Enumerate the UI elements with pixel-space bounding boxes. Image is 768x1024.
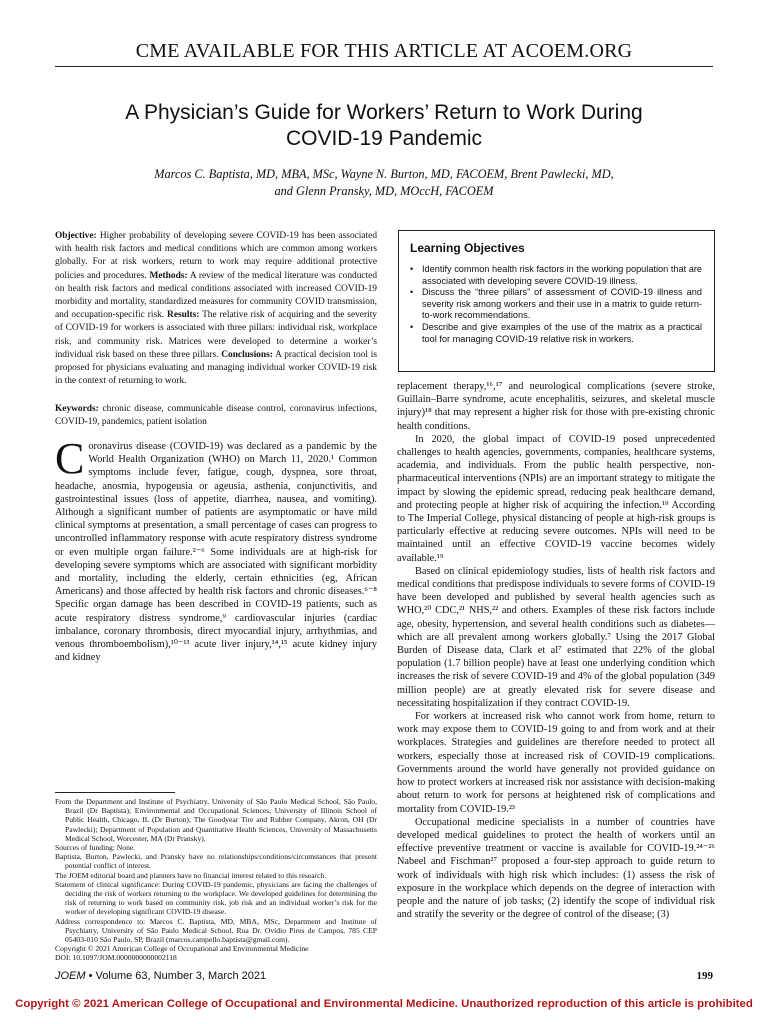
footnote-correspondence: Address correspondence to: Marcos C. Baptista, MD, MBA, MSc, Department and Institute of Psychiatry, University of São Paulo Medical School, Rua Dr. Ovídio Pires de Campos, 785 CEP 05403-010 São Paulo, SP, Brazil (marcos.campello.baptista@gmail.com). [55,916,377,945]
bullet-icon: • [410,321,414,332]
objective-item-1: Identify common health risk factors in the working population that are associated with developing severe COVID-19 illness. [422,264,702,286]
drop-cap: C [55,434,85,483]
footnote-funding: Sources of funding: None. [55,843,136,853]
learning-objectives-title: Learning Objectives [410,241,525,255]
methods-text: A review of the medical literature was conducted on health risk factors and medical conditions associated with increased COVID-19 morbidity and mortality, standardized measures for community COVID transmission, and occupation-specific risk. [55,270,378,321]
footnote-editorial: The JOEM editorial board and planners have no financial interest related to this research. [55,870,327,880]
paragraph-risk-factors: Based on clinical epidemiology studies, lists of health risk factors and medical conditions that predispose individuals to severe forms of COVID-19 have been developed and published by several health agencies such as WHO,²⁰ CDC,²¹ NHS,²² and others. Examples of these risk factors include age, obesity, hypertension, and several health conditions such as diabetes—which are all prevalent among workers globally.⁷ Using the 2017 Global Burden of Disease data, Clark et al⁷ estimated that 22% of the global population (1.7 billion people) have at least one underlying condition which increases the risk of severe COVID-19 and 4% of the global population (349 million people) are at greatly elevated risk for severe disease and necessitating hospitalization if they contract COVID-19. [397,565,715,709]
paragraph-workers-risk: For workers at increased risk who cannot work from home, return to work may expose them to COVID-19 going to and from work and at their workplaces. Strategies and guidelines are therefore needed to protect all workers, especially those at increased risk of COVID-19 complications. Governments around the world have generally not provided guidance on how to protect workers at increased risk nor assistance with decision-making about return to work for persons at heightened risk of complications and mortality from COVID-19.²³ [397,711,715,815]
header-rule [55,66,713,67]
cme-banner: CME AVAILABLE FOR THIS ARTICLE AT ACOEM.ORG [135,40,633,62]
list-item [410,287,702,322]
conclusions-label: Conclusions: [221,349,273,360]
journal-name: JOEM [55,970,86,982]
learning-objectives-list [410,264,702,345]
list-item [410,322,702,345]
keywords [55,403,377,429]
intro-paragraph [55,434,377,664]
results-label: Results: [167,310,200,321]
page-number: 199 [696,970,713,982]
title-line-2: COVID-19 Pandemic [285,127,483,150]
footnote-copyright: Copyright © 2021 American College of Occupational and Environmental Medicine [55,944,309,954]
copyright-notice: Copyright © 2021 American College of Occupational and Environmental Medicine. Unauthorized reproduction of this article is prohibited [15,998,753,1010]
methods-label: Methods: [149,270,188,281]
footnote-significance: Statement of clinical significance: During COVID-19 pandemic, physicians are facing the challenges of deciding the risk of workers returning to the workplace. We developed guidelines for determining the risk of returning to work based on community risk, job risk and an individual worker’s risk for the worker of developing significant COVID-19 disease. [55,879,377,917]
authors-line-1: Marcos C. Baptista, MD, MBA, MSc, Wayne N. Burton, MD, FACOEM, Brent Pawlecki, MD, [154,167,614,181]
bullet-icon: • [410,264,414,274]
objective-item-2: Discuss the “three pillars” of assessment of COVID-19 illness and severity risk among workers and their use in a matrix to guide return-to-work recommendations. [422,287,702,321]
journal-issue: • Volume 63, Number 3, March 2021 [88,970,267,982]
bullet-icon: • [410,287,414,298]
journal-footer [55,970,266,982]
results-text: The relative risk of acquiring and the severity of COVID-19 for workers is associated with three pillars: individual risk, workplace risk, and community risk. Matrices were developed to determine a worker’s individual risk based on these three pillars. [55,310,377,360]
footnote-rule [55,792,175,793]
authors-line-2: and Glenn Pransky, MD, MOccH, FACOEM [274,184,494,198]
conclusions-text: A practical decision tool is proposed for physicians evaluating and managing individual worker COVID-19 risk in the context of returning to work. [55,349,377,387]
list-item [410,264,702,287]
title-line-1: A Physician’s Guide for Workers’ Return to Work During [125,101,643,124]
author-list [90,166,678,200]
keywords-text: chronic disease, communicable disease control, coronavirus infections, COVID-19, pandemics, patient isolation [55,404,377,427]
paragraph-occupational-medicine: Occupational medicine specialists in a number of countries have developed medical guidelines to protect the health of workers until an effective preventive treatment or vaccine is available for COVID-19.²⁴⁻²⁶ Nabeel and Fischman²⁷ proposed a four-step approach to guide return to work of individuals with high risk which includes: (1) assess the risk of exposure in the workplace which depends on the degree of interaction with people and the nature of job tasks; (2) identify the scope of individual risk and stratify the severity or the degree of control of the disease; (3) [397,816,715,921]
objective-text: Higher probability of developing severe COVID-19 has been associated with health risk factors and medical conditions which are common among workers globally. For at risk workers, return to work may require additional protective policies and procedures. [55,231,378,281]
body-right-column [397,380,715,921]
footnote-conflicts: Baptista, Burton, Pawlecki, and Pransky have no relationships/conditions/circumstances that present potential conflict of interest. [55,852,377,871]
footnotes [55,797,377,963]
objective-item-3: Describe and give examples of the use of the matrix as a practical tool for managing COVID-19 relative risk in workers. [422,321,702,344]
learning-objectives-box [398,230,715,372]
article-title [60,100,708,152]
footnote-doi: DOI: 10.1097/JOM.0000000000002118 [55,953,177,963]
paragraph-continued: replacement therapy,¹⁶,¹⁷ and neurological complications (severe stroke, Guillain–Barre syndrome, acute encephalitis, seizures, and skeletal muscle injury)¹⁸ that may represent a higher risk for those with pre-existing chronic health conditions. [397,381,715,432]
keywords-label: Keywords: [55,404,99,414]
footnote-affiliations: From the Department and Institute of Psychiatry, University of São Paulo Medical School, São Paulo, Brazil (Dr Baptista); Environmental and Occupational Sciences, University of Illinois School of Public Health, Chicago, IL (Dr Burton); The Goodyear Tire and Rubber Company, Akron, OH (Dr Pawlecki); Department of Population and Quantitative Health Sciences, University of Massachusetts Medical School, Worcester, MA (Dr Pransky). [55,797,377,843]
body-left-column [55,434,377,664]
paragraph-global-impact: In 2020, the global impact of COVID-19 posed unprecedented challenges to health agencies, governments, companies, healthcare systems, academia, and individuals. From the public health perspective, non-pharmaceutical interventions (NPIs) are an important strategy to mitigate the impact by slowing the epidemic spread, reducing peak healthcare demand, and protecting people at higher risk of acquiring the infection.¹⁹ According to The Imperial College, physical distancing of people at high-risk groups is particularly effective at reducing severe outcomes. NPIs will need to be maintained until an effective COVID-19 vaccine becomes widely available.¹⁹ [397,433,715,564]
intro-text: oronavirus disease (COVID-19) was declared as a pandemic by the World Health Organization (WHO) on March 11, 2020.¹ Common symptoms include fever, fatigue, cough, dyspnea, sore throat, headache, anosmia, hypogeusia or ageusia, asthenia, conjunctivitis, and gastrointestinal issues (loss of appetite, diarrhea, nausea, and vomiting). Although a significant number of patients are asymptomatic or have mild clinical symptoms at presentation, a small percentage of cases can progress to uncontrolled inflammatory response with acute respiratory distress syndrome or even multiple organ failure.²⁻⁶ Some individuals are at high-risk for developing severe symptoms which are associated with significant morbidity and mortality, including the elderly, certain ethnicities (eg, African Americans) and those affected by health risk factors and chronic diseases.⁶⁻⁸ Specific organ damage has been described in COVID-19 patients, such as acute respiratory distress syndrome,⁹ cardiovascular injuries (cardiac imbalance, coronary thrombosis, direct myocardial injury, arrhythmias, and venous thromboembolism),¹⁰⁻¹³ acute liver injury,¹⁴,¹⁵ acute kidney injury and kidney [55,441,377,664]
abstract [55,230,377,388]
objective-label: Objective: [55,231,97,241]
